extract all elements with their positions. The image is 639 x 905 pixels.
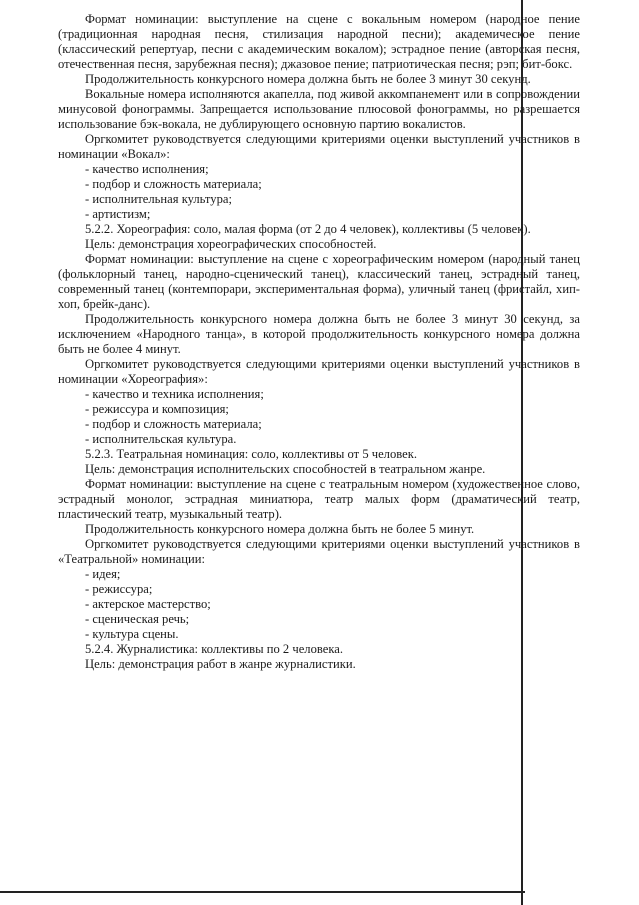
vocal-accompaniment-paragraph: Вокальные номера исполняются акапелла, под живой аккомпанемент или в сопровождении минусовой фонограммы. Запрещается использование плюсовой фонограммы, но разрешается использование бэк-вокала, не дублирующего основную партию вокалистов. bbox=[58, 87, 580, 131]
scan-horizontal-line bbox=[0, 891, 525, 893]
theatre-criterion-item: - сценическая речь; bbox=[85, 612, 190, 626]
vocal-format-paragraph: Формат номинации: выступление на сцене с вокальным номером (народное пение (традиционная народная песня, стилизация народной песни); академическое пение (классический репертуар, песни с академическим вокалом); эстрадное пение (авторская песня, отечественная песня, зарубежная песня); джазовое пение; патриотическая песня; рэп; бит-бокс. bbox=[58, 12, 580, 71]
vocal-criterion-item: - подбор и сложность материала; bbox=[85, 177, 262, 191]
theatre-criteria-intro: Оргкомитет руководствуется следующими критериями оценки выступлений участников в «Театральной» номинации: bbox=[58, 537, 580, 566]
choreography-criterion-item: - подбор и сложность материала; bbox=[85, 417, 262, 431]
vocal-criterion-item: - качество исполнения; bbox=[85, 162, 209, 176]
theatre-heading: 5.2.3. Театральная номинация: соло, коллективы от 5 человек. bbox=[85, 447, 417, 461]
choreography-duration-paragraph: Продолжительность конкурсного номера должна быть не более 3 минут 30 секунд, за исключением «Народного танца», в которой продолжительность конкурсного номера должна быть не более 4 минут. bbox=[58, 312, 580, 356]
theatre-goal: Цель: демонстрация исполнительских способностей в театральном жанре. bbox=[85, 462, 486, 476]
theatre-criterion-item: - режиссура; bbox=[85, 582, 153, 596]
vocal-criterion-item: - артистизм; bbox=[85, 207, 151, 221]
theatre-criterion-item: - идея; bbox=[85, 567, 121, 581]
journalism-heading: 5.2.4. Журналистика: коллективы по 2 человека. bbox=[85, 642, 343, 656]
theatre-criterion-item: - культура сцены. bbox=[85, 627, 179, 641]
choreography-goal: Цель: демонстрация хореографических способностей. bbox=[85, 237, 377, 251]
theatre-duration-paragraph: Продолжительность конкурсного номера должна быть не более 5 минут. bbox=[85, 522, 475, 536]
theatre-format-paragraph: Формат номинации: выступление на сцене с театральным номером (художественное слово, эстрадный монолог, эстрадная миниатюра, театр малых форм (драматический театр, пластический театр, музыкальный театр). bbox=[58, 477, 580, 521]
choreography-criterion-item: - исполнительская культура. bbox=[85, 432, 237, 446]
choreography-format-paragraph: Формат номинации: выступление на сцене с хореографическим номером (народный танец (фольклорный танец, народно-сценический танец), классический танец, эстрадный танец, современный танец (контемпорари, экспериментальная форма), уличный танец (фристайл, хип-хоп, брейк-данс). bbox=[58, 252, 580, 311]
vocal-criterion-item: - исполнительная культура; bbox=[85, 192, 232, 206]
vocal-criteria-intro: Оргкомитет руководствуется следующими критериями оценки выступлений участников в номинации «Вокал»: bbox=[58, 132, 580, 161]
choreography-heading: 5.2.2. Хореография: соло, малая форма (от 2 до 4 человек), коллективы (5 человек). bbox=[85, 222, 531, 236]
choreography-criteria-intro: Оргкомитет руководствуется следующими критериями оценки выступлений участников в номинации «Хореография»: bbox=[58, 357, 580, 386]
choreography-criterion-item: - режиссура и композиция; bbox=[85, 402, 229, 416]
document-text bbox=[58, 12, 580, 672]
choreography-criterion-item: - качество и техника исполнения; bbox=[85, 387, 264, 401]
theatre-criterion-item: - актерское мастерство; bbox=[85, 597, 211, 611]
journalism-goal: Цель: демонстрация работ в жанре журналистики. bbox=[85, 657, 356, 671]
vocal-duration-paragraph: Продолжительность конкурсного номера должна быть не более 3 минут 30 секунд. bbox=[85, 72, 531, 86]
